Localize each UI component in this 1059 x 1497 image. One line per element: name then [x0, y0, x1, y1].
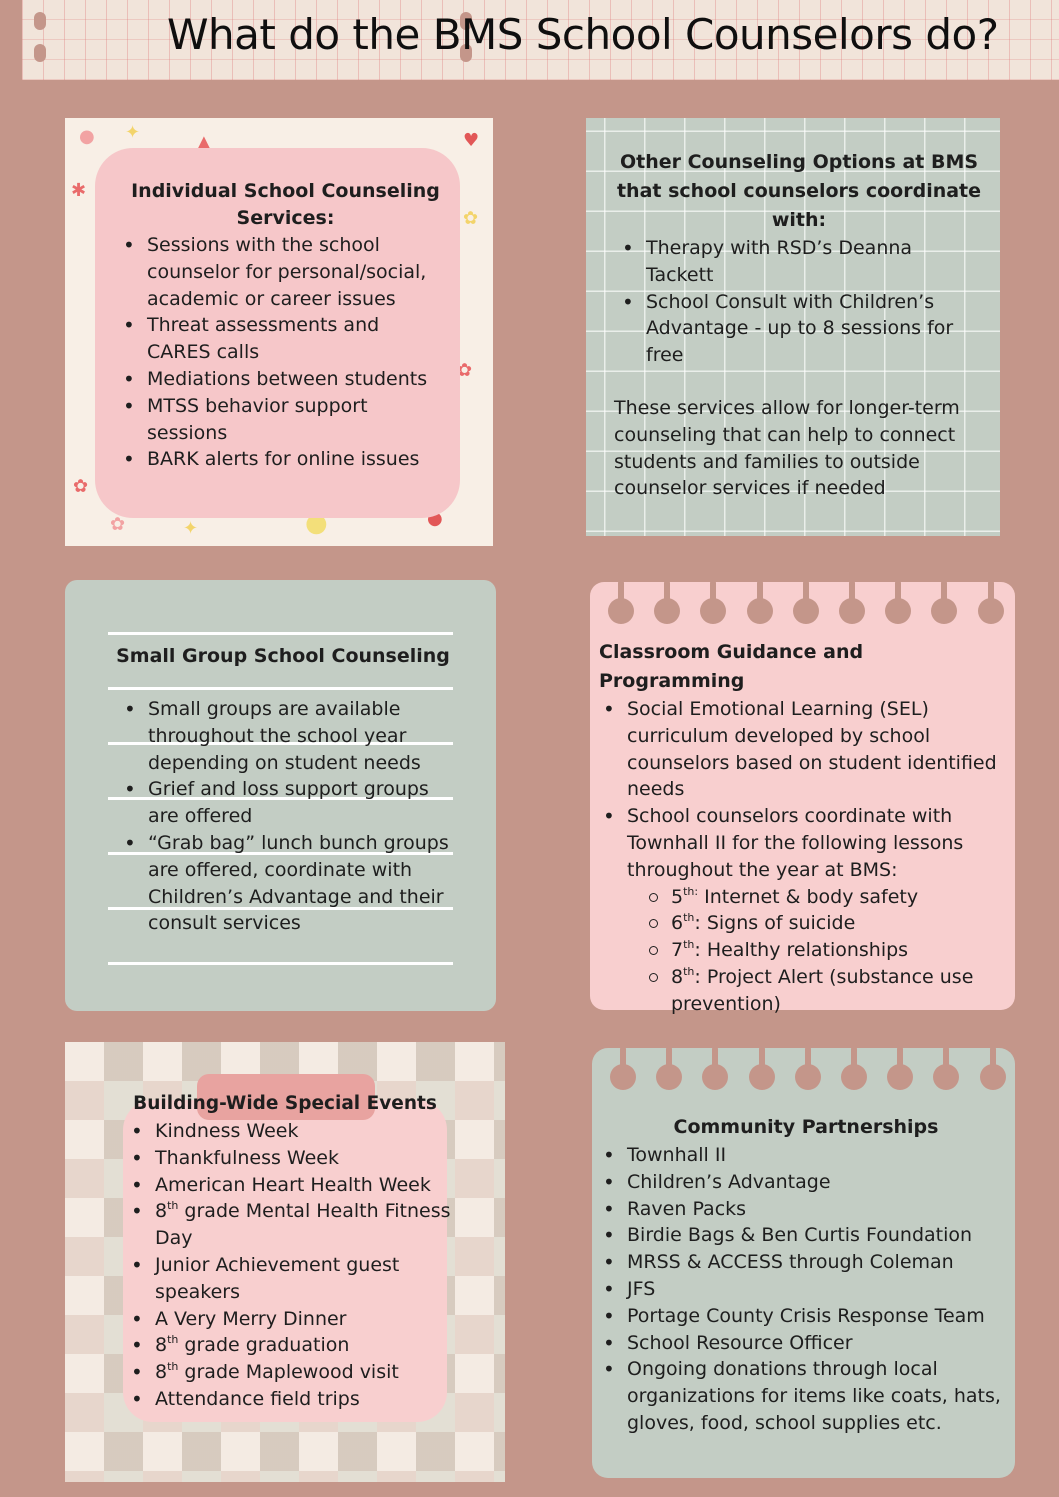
binder-ring	[931, 598, 957, 624]
lesson-list	[637, 884, 1009, 1018]
binder-ring	[702, 1064, 728, 1090]
event-item: • A Very Merry Dinner	[131, 1306, 469, 1333]
group-list	[108, 696, 458, 937]
partners-list	[601, 1142, 1011, 1437]
list-item: • Mediations between students	[123, 366, 448, 393]
binder-ring	[978, 598, 1004, 624]
list-item: • Birdie Bags & Ben Curtis Foundation	[603, 1222, 1011, 1249]
event-item: • Attendance field trips	[131, 1386, 469, 1413]
strawberry-icon: ♥	[463, 130, 480, 151]
card-title: Building-Wide Special Events	[133, 1093, 437, 1114]
card-title: Small Group School Counseling	[116, 645, 450, 667]
flower-icon: ✿	[463, 208, 479, 229]
lesson-item: 7th: Healthy relationships	[647, 937, 1009, 964]
list-item: • School counselors coordinate with Townhall II for the following lessons throughout the year at BMS: $5^{th:}$ Internet & body safety 6th: Signs of suicide 7th: Healthy relationships 8th: Project Alert (substance use prevention)	[603, 803, 1009, 1017]
list-item: • MRSS & ACCESS through Coleman	[603, 1249, 1011, 1276]
service-list	[123, 232, 448, 473]
divider	[108, 632, 453, 635]
tulip-icon: ✿	[73, 476, 89, 497]
binder-ring	[608, 598, 634, 624]
list-item: • Threat assessments and CARES calls	[123, 312, 448, 366]
other-counseling-options-card	[586, 118, 1000, 536]
binder-ring	[793, 598, 819, 624]
events-list	[129, 1118, 469, 1413]
card-title: Other Counseling Options at BMS that school counselors coordinate with:	[616, 151, 982, 231]
list-item: • School Resource Officer	[603, 1330, 1011, 1357]
list-item: • BARK alerts for online issues	[123, 446, 448, 473]
binder-ring	[610, 1064, 636, 1090]
binder-ring	[700, 598, 726, 624]
binder-ring	[749, 1064, 775, 1090]
list-item: • School Consult with Children’s Advantage - up to 8 sessions for free	[622, 289, 984, 369]
list-item: • MTSS behavior support sessions	[123, 393, 448, 447]
services-note: These services allow for longer-term counseling that can help to connect students and families to outside counselor services if needed	[614, 396, 960, 500]
sparkle-icon: ✦	[183, 518, 199, 539]
sparkle-icon: ✦	[125, 122, 141, 143]
event-item: • Thankfulness Week	[131, 1145, 469, 1172]
list-item: • Grief and loss support groups are offered	[124, 776, 458, 830]
binder-hole	[34, 12, 46, 30]
list-item: • Social Emotional Learning (SEL) curriculum developed by school counselors based on student identified needs	[603, 696, 1009, 803]
event-item: • 8th grade Mental Health Fitness Day	[131, 1198, 469, 1252]
list-item: • Townhall II	[603, 1142, 1011, 1169]
list-item: • Ongoing donations through local organizations for items like coats, hats, gloves, food, school supplies etc.	[603, 1356, 1011, 1436]
list-item: • Children’s Advantage	[603, 1169, 1011, 1196]
title-banner	[22, 0, 1059, 80]
lemon-icon: ●	[305, 508, 328, 538]
binder-ring	[980, 1064, 1006, 1090]
flower-icon: ✿	[110, 514, 126, 535]
list-item: • Portage County Crisis Response Team	[603, 1303, 1011, 1330]
binder-ring	[795, 1064, 821, 1090]
binder-ring	[656, 1064, 682, 1090]
list-item: • JFS	[603, 1276, 1011, 1303]
binder-hole	[34, 44, 46, 62]
event-item: • Junior Achievement guest speakers	[131, 1252, 469, 1306]
special-events-card	[65, 1042, 505, 1482]
page-title: What do the BMS School Counselors do?	[167, 10, 999, 59]
lesson-item: $5^{th:}$ Internet & body safety	[647, 884, 1009, 911]
binder-ring	[747, 598, 773, 624]
watermelon-icon: ▲	[197, 132, 211, 153]
divider	[108, 962, 453, 965]
lesson-item: 8th: Project Alert (substance use prevention)	[647, 964, 1009, 1018]
event-item: • 8th grade Maplewood visit	[131, 1359, 469, 1386]
flower-icon: ✱	[71, 180, 87, 201]
list-item: • Therapy with RSD’s Deanna Tackett	[622, 235, 984, 289]
card-title: Individual School Counseling Services:	[131, 180, 440, 229]
binder-ring	[887, 1064, 913, 1090]
lesson-item: 6th: Signs of suicide	[647, 910, 1009, 937]
list-item: • “Grab bag” lunch bunch groups are offered, coordinate with Children’s Advantage and their consult services	[124, 830, 458, 937]
binder-ring	[841, 1064, 867, 1090]
small-group-counseling-card	[65, 580, 496, 1011]
peach-icon: ●	[79, 126, 95, 147]
programming-list	[599, 696, 1009, 1018]
event-item: • American Heart Health Week	[131, 1172, 469, 1199]
individual-counseling-card	[65, 118, 493, 546]
list-item: • Raven Packs	[603, 1196, 1011, 1223]
options-list	[614, 235, 984, 369]
binder-ring	[839, 598, 865, 624]
community-partnerships-card	[592, 1048, 1015, 1478]
binder-ring	[654, 598, 680, 624]
event-item: • 8th grade graduation	[131, 1332, 469, 1359]
cherry-icon: ●	[427, 508, 443, 529]
event-item: • Kindness Week	[131, 1118, 469, 1145]
list-item: • Small groups are available throughout the school year depending on student needs	[124, 696, 458, 776]
list-item: • Sessions with the school counselor for personal/social, academic or career issues	[123, 232, 448, 312]
classroom-guidance-card	[590, 582, 1015, 1015]
card-title: Community Partnerships	[673, 1116, 939, 1138]
card-title: Classroom Guidance and Programming	[599, 641, 864, 692]
binder-ring	[885, 598, 911, 624]
binder-ring	[933, 1064, 959, 1090]
flower-icon: ✿	[457, 360, 473, 381]
